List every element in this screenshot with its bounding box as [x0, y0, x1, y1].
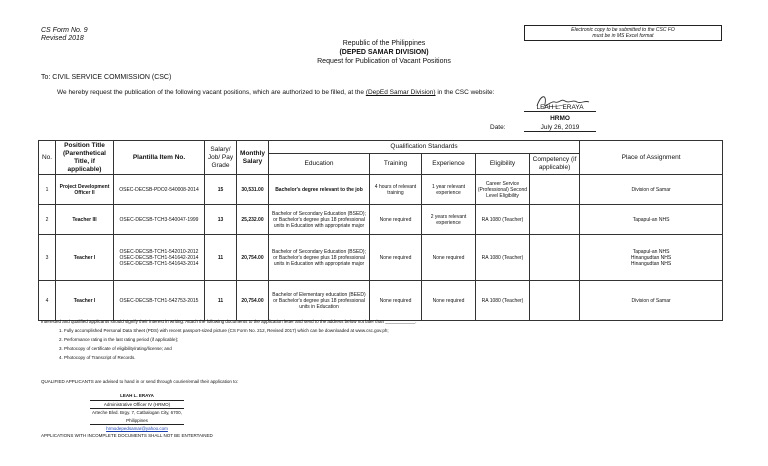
header-position: Position Title (Parenthetical Title, if applicable)	[56, 141, 114, 175]
request-agency: (DepEd Samar Division)	[365, 89, 436, 96]
cell-place: Division of Samar	[580, 175, 723, 205]
cell-training: 4 hours of relevant training	[370, 175, 422, 205]
header-competency: Competency (if applicable)	[530, 154, 580, 175]
contact-email-link[interactable]: hrmodepedsamar@yahoo.com	[106, 426, 168, 431]
header-eligibility: Eligibility	[476, 154, 530, 175]
notes-item: 1. Fully accomplished Personal Data Sheet (PDS) with recent passport-sized picture (CS Form No. 212, Revised 2017) which can be downloaded at www.csc.gov.ph;	[59, 328, 389, 333]
cell-place: Division of Samar	[580, 281, 723, 321]
cell-competency	[530, 175, 580, 205]
cell-plantilla: OSEC-DECSB-TCH1-542753-2015	[114, 281, 205, 321]
cell-competency	[530, 235, 580, 281]
cell-education: Bachelor of Secondary Education (BSED); or Bachelor's degree plus 18 professional units in Education with appropriate major	[269, 205, 370, 235]
form-number: CS Form No. 9	[41, 27, 88, 34]
contact-name: LEAH L. ERAYA	[90, 392, 184, 401]
cell-training: None required	[370, 235, 422, 281]
header-no: No.	[39, 141, 56, 175]
cell-position: Teacher I	[56, 281, 114, 321]
notes-section	[41, 317, 417, 362]
request-after: in the CSC website:	[437, 89, 495, 96]
cell-competency	[530, 205, 580, 235]
request-before: We hereby request the publication of the following vacant positions, which are authorized to be filled, at the	[57, 89, 365, 96]
cell-no: 1	[39, 175, 56, 205]
cell-grade: 11	[205, 235, 237, 281]
form-revised: Revised 2018	[41, 35, 84, 42]
cell-place: Tapapul-an NHS	[580, 205, 723, 235]
contact-title: Administrative Officer IV (HRMO)	[90, 401, 184, 410]
cell-salary: 25,232.00	[237, 205, 269, 235]
cell-education: Bachelor of Secondary Education (BSED); or Bachelor's degree plus 18 professional units in Education with appropriate major	[269, 235, 370, 281]
cell-place: Tapapul-an NHS Hinangudtan NHS Hinangudtan NHS	[580, 235, 723, 281]
header-plantilla: Plantilla Item No.	[114, 141, 205, 175]
document-header	[0, 39, 768, 66]
cell-training: None required	[370, 281, 422, 321]
header-place: Place of Assignment	[580, 141, 723, 175]
cell-no: 2	[39, 205, 56, 235]
ecopy-line-1: Electronic copy to be submitted to the CSC FO	[571, 27, 675, 33]
cell-education: Bachelor's degree relevant to the job	[269, 175, 370, 205]
cell-plantilla: OSEC-DECSB-TCH1-542010-2012 OSEC-DECSB-TCH1-541642-2014 OSEC-DECSB-TCH1-541643-2014	[114, 235, 205, 281]
ecopy-line-2: must be in MS Excel format	[592, 33, 654, 39]
to-line: To: CIVIL SERVICE COMMISSION (CSC)	[41, 74, 172, 81]
contact-address: Arteche Blvd. Brgy. 7, Catbalogan City, 6700, Philippines	[90, 409, 184, 425]
date-value: July 26, 2019	[524, 124, 596, 132]
header-training: Training	[370, 154, 422, 175]
table-row	[39, 205, 723, 235]
cell-no: 4	[39, 281, 56, 321]
cell-experience: None required	[422, 235, 476, 281]
cell-grade: 15	[205, 175, 237, 205]
cell-position: Teacher I	[56, 235, 114, 281]
cell-experience: 1 year relevant experience	[422, 175, 476, 205]
cell-competency	[530, 281, 580, 321]
notes-item: 2. Performance rating in the last rating period (if applicable);	[59, 337, 179, 342]
header-salary-grade: Salary/ Job/ Pay Grade	[205, 141, 237, 175]
cell-position: Project Development Officer II	[56, 175, 114, 205]
signatory-title: HRMO	[550, 115, 570, 122]
cell-plantilla: OSEC-DECSB-PDO2-540008-2014	[114, 175, 205, 205]
header-qualification-standards: Qualification Standards	[269, 141, 580, 154]
signatory-name: LEAH L. ERAYA	[524, 104, 596, 112]
cell-training: None required	[370, 205, 422, 235]
table-row	[39, 175, 723, 205]
notes-item: 3. Photocopy of certificate of eligibility/rating/license; and	[59, 346, 172, 351]
cell-eligibility: RA 1080 (Teacher)	[476, 235, 530, 281]
table-row	[39, 235, 723, 281]
header-republic: Republic of the Philippines	[342, 40, 426, 47]
vacant-positions-table	[38, 140, 723, 321]
cell-education: Bachelor of Elementary education (BEED) or Bachelor's degree plus 18 professional units in Education	[269, 281, 370, 321]
header-division: (DEPED SAMAR DIVISION)	[339, 49, 429, 56]
notes-intro: Interested and qualified applicants should signify their interest in writing. Attach the following documents to the application letter and send to the address below not later than ____________.	[41, 319, 417, 324]
header-monthly-salary: Monthly Salary	[237, 141, 269, 175]
cell-eligibility: RA 1080 (Teacher)	[476, 281, 530, 321]
cell-experience: None required	[422, 281, 476, 321]
incomplete-applications-note: APPLICATIONS WITH INCOMPLETE DOCUMENTS SHALL NOT BE ENTERTAINED	[41, 433, 213, 438]
cell-grade: 11	[205, 281, 237, 321]
cell-grade: 13	[205, 205, 237, 235]
cell-salary: 30,531.00	[237, 175, 269, 205]
qualified-applicants-note: QUALIFIED APPLICANTS are advised to hand in or send through courier/email their application to:	[41, 379, 239, 384]
contact-block	[90, 392, 184, 433]
header-experience: Experience	[422, 154, 476, 175]
cell-no: 3	[39, 235, 56, 281]
cell-eligibility: Career Service (Professional) Second Level Eligibility	[476, 175, 530, 205]
cell-position: Teacher III	[56, 205, 114, 235]
cell-experience: 2 years relevant experience	[422, 205, 476, 235]
header-education: Education	[269, 154, 370, 175]
cell-salary: 20,754.00	[237, 235, 269, 281]
cell-salary: 20,754.00	[237, 281, 269, 321]
cell-eligibility: RA 1080 (Teacher)	[476, 205, 530, 235]
header-subject: Request for Publication of Vacant Positions	[317, 58, 451, 65]
request-paragraph	[57, 89, 494, 96]
date-label: Date:	[490, 124, 506, 131]
notes-item: 4. Photocopy of Transcript of Records.	[59, 355, 136, 360]
table-row	[39, 281, 723, 321]
cell-plantilla: OSEC-DECSB-TCH3-540047-1999	[114, 205, 205, 235]
